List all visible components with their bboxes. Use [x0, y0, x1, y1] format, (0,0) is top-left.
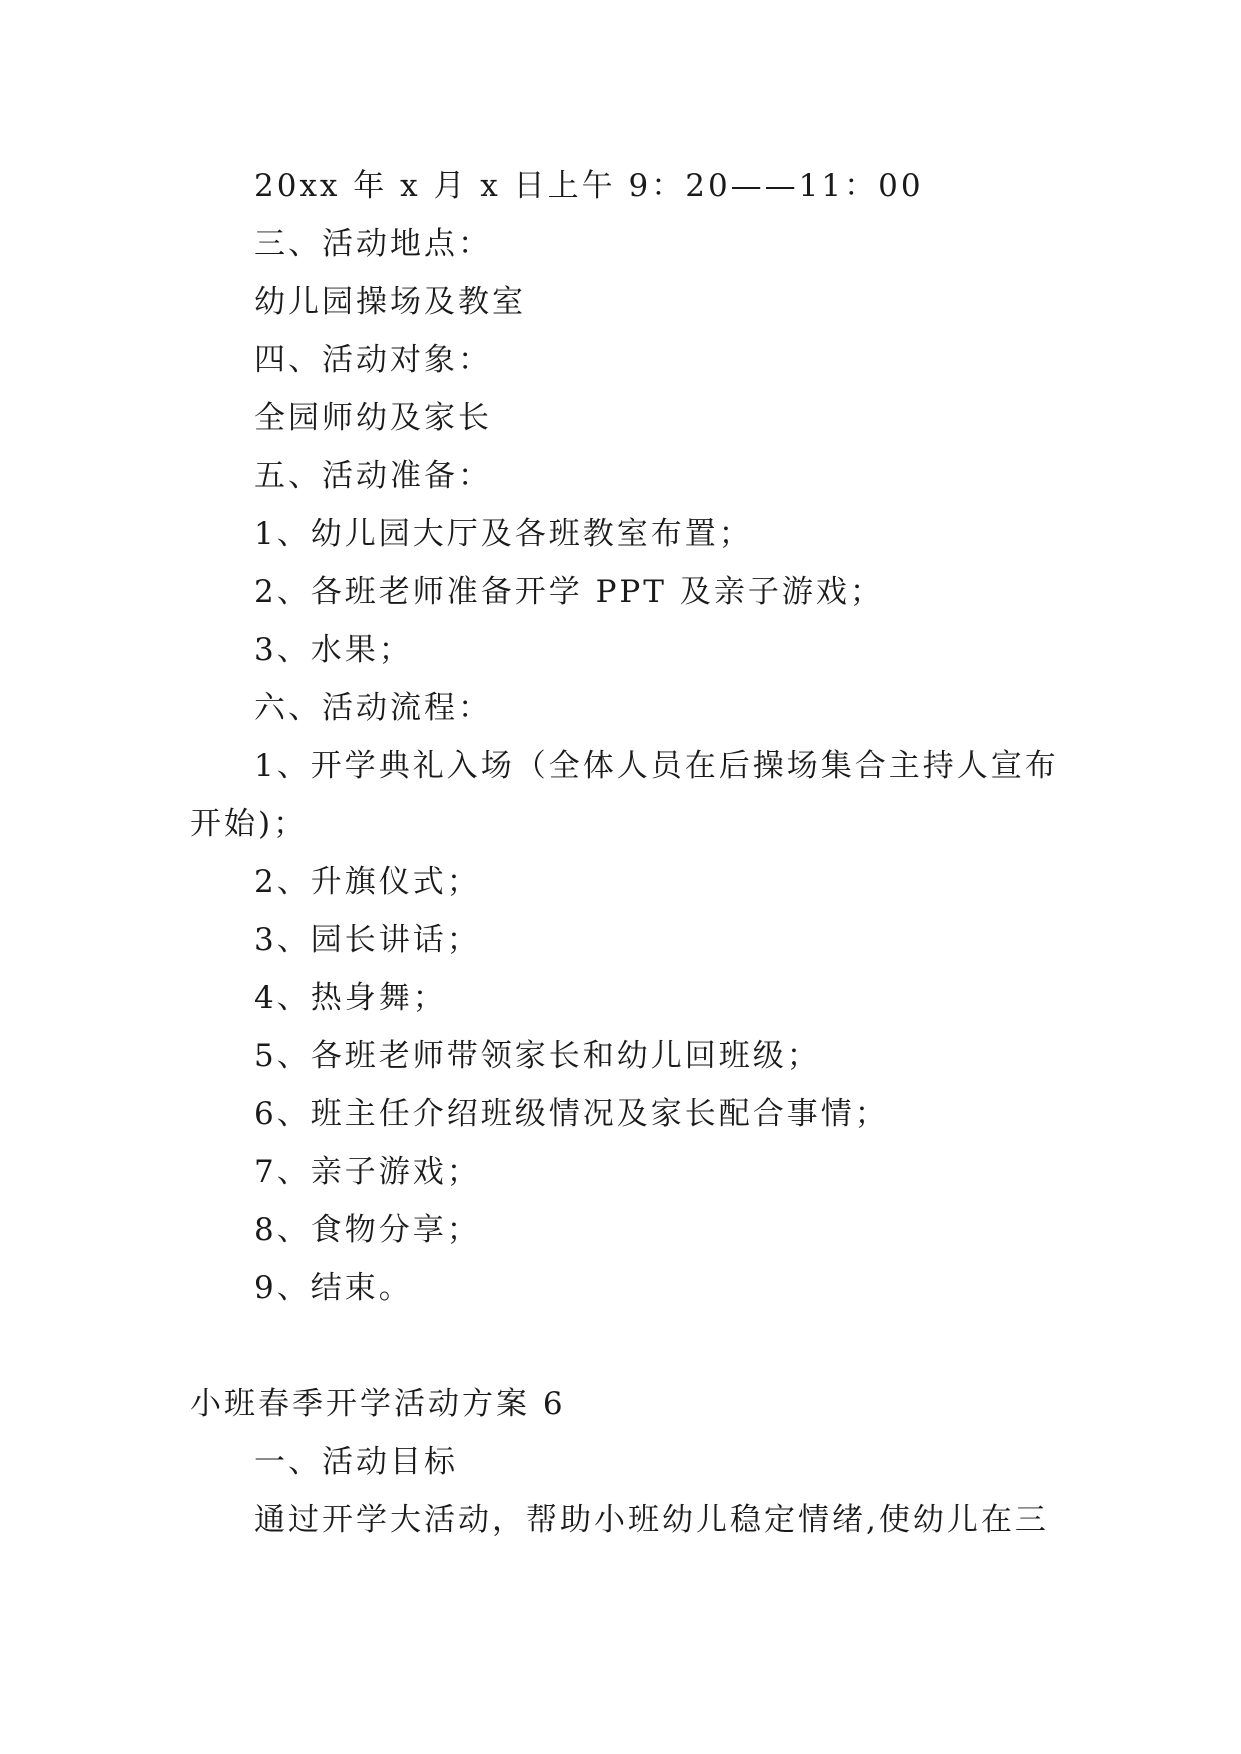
- heading-goals: 一、活动目标: [254, 1444, 458, 1480]
- process-item-5: 5、各班老师带领家长和幼儿回班级；: [254, 1038, 821, 1074]
- process-item-9: 9、结束。: [254, 1270, 413, 1306]
- prep-item-1: 1、幼儿园大厅及各班教室布置；: [254, 516, 753, 552]
- time-line: 20xx 年 x 月 x 日上午 9：20——11：00: [254, 168, 924, 204]
- heading-audience: 四、活动对象：: [254, 342, 492, 378]
- location-text: 幼儿园操场及教室: [254, 284, 526, 320]
- process-item-1-cont: 开始)；: [190, 806, 308, 842]
- process-item-3: 3、园长讲话；: [254, 922, 481, 958]
- process-item-7: 7、亲子游戏；: [254, 1154, 481, 1190]
- heading-process: 六、活动流程：: [254, 690, 492, 726]
- process-item-6: 6、班主任介绍班级情况及家长配合事情；: [254, 1096, 889, 1132]
- audience-text: 全园师幼及家长: [254, 400, 492, 436]
- prep-item-3: 3、水果；: [254, 632, 413, 668]
- process-item-4: 4、热身舞；: [254, 980, 447, 1016]
- process-item-2: 2、升旗仪式；: [254, 864, 481, 900]
- heading-preparation: 五、活动准备：: [254, 458, 492, 494]
- prep-item-2: 2、各班老师准备开学 PPT 及亲子游戏；: [254, 574, 884, 610]
- goals-text: 通过开学大活动，帮助小班幼儿稳定情绪,使幼儿在三: [254, 1502, 1049, 1538]
- process-item-1: 1、开学典礼入场（全体人员在后操场集合主持人宣布: [254, 748, 1059, 784]
- process-item-8: 8、食物分享；: [254, 1212, 481, 1248]
- heading-location: 三、活动地点：: [254, 226, 492, 262]
- section-title: 小班春季开学活动方案 6: [190, 1386, 566, 1422]
